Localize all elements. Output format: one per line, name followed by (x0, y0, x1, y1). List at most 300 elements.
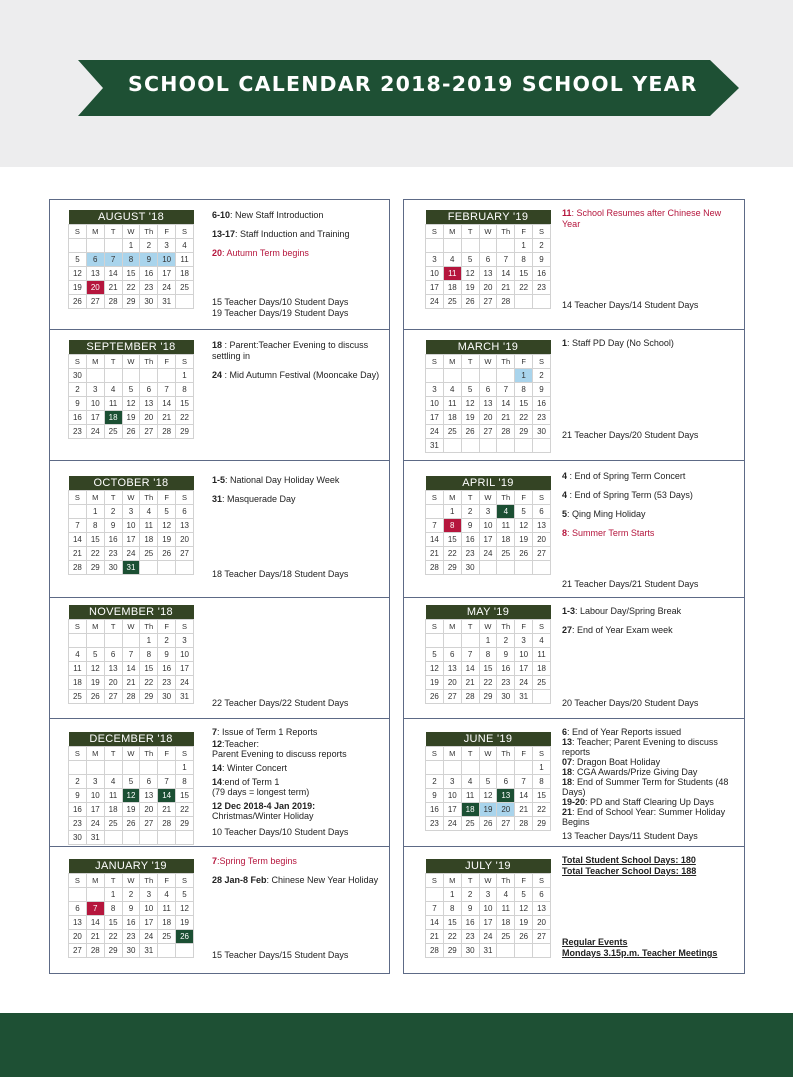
month-notes (562, 727, 742, 827)
calendar-day: 21 (461, 676, 479, 690)
calendar-day: 5 (176, 888, 194, 902)
month-totals (212, 569, 388, 580)
calendar-day: 13 (443, 662, 461, 676)
calendar-day: 9 (426, 789, 444, 803)
calendar-day: 12 (122, 789, 140, 803)
event-text: 5 (562, 509, 568, 519)
month-title: SEPTEMBER '18 (69, 340, 194, 355)
calendar-day: 17 (122, 533, 140, 547)
weekday-label: W (122, 620, 140, 634)
calendar-day: 21 (158, 411, 176, 425)
calendar-day (479, 239, 497, 253)
calendar-day: 14 (104, 267, 122, 281)
calendar-day: 11 (69, 662, 87, 676)
event-text: 20 Teacher Days/20 Student Days (562, 698, 699, 708)
calendar-day: 6 (479, 253, 497, 267)
calendar-day: 7 (426, 902, 444, 916)
event-text (212, 210, 390, 221)
weekday-label: T (461, 491, 479, 505)
calendar-day: 3 (443, 775, 461, 789)
calendar-day (140, 561, 158, 575)
calendar-day: 12 (461, 397, 479, 411)
calendar-day: 21 (426, 930, 444, 944)
calendar-day: 8 (515, 253, 533, 267)
calendar-day (122, 634, 140, 648)
weekday-label: S (69, 747, 87, 761)
month-cell-january (49, 847, 390, 974)
weekday-label: T (104, 747, 122, 761)
calendar-day: 29 (479, 690, 497, 704)
mini-calendar-february (425, 210, 551, 309)
month-totals (562, 831, 738, 842)
calendar-day (122, 369, 140, 383)
month-notes (212, 727, 390, 824)
calendar-day (176, 944, 194, 958)
calendar-day: 1 (122, 239, 140, 253)
weekday-label: Th (497, 874, 515, 888)
calendar-day: 25 (104, 817, 122, 831)
calendar-day: 2 (158, 634, 176, 648)
weekday-label: W (122, 225, 140, 239)
year-summary (562, 855, 742, 880)
month-notes (562, 208, 740, 233)
calendar-day: 25 (497, 930, 515, 944)
calendar-day: 9 (533, 383, 551, 397)
calendar-day (176, 561, 194, 575)
calendar-day: 8 (86, 519, 104, 533)
calendar-day: 3 (515, 634, 533, 648)
event-text (212, 801, 390, 821)
calendar-day: 17 (426, 411, 444, 425)
calendar-day: 10 (426, 267, 444, 281)
calendar-day: 6 (533, 505, 551, 519)
weekday-label: F (158, 355, 176, 369)
calendar-day: 17 (140, 916, 158, 930)
event-text: 7 (212, 727, 218, 737)
event-text: 31 (212, 494, 223, 504)
calendar-day: 31 (426, 439, 444, 453)
calendar-day: 13 (140, 397, 158, 411)
calendar-day: 23 (122, 930, 140, 944)
weekday-label: M (443, 491, 461, 505)
calendar-day: 29 (122, 295, 140, 309)
weekday-label: Th (140, 747, 158, 761)
calendar-day (443, 239, 461, 253)
calendar-day: 30 (69, 831, 87, 845)
event-text: 12 (212, 739, 223, 749)
calendar-day: 8 (533, 775, 551, 789)
calendar-day: 22 (443, 547, 461, 561)
month-totals (212, 950, 388, 961)
calendar-day: 17 (443, 803, 461, 817)
calendar-day: 19 (122, 803, 140, 817)
event-text (562, 490, 740, 501)
month-title: MAY '19 (426, 605, 551, 620)
month-title: APRIL '19 (426, 476, 551, 491)
calendar-day: 26 (479, 817, 497, 831)
month-cell-april (403, 461, 745, 598)
calendar-day: 21 (86, 930, 104, 944)
calendar-day: 11 (461, 789, 479, 803)
event-text: 28 Jan-8 Feb (212, 875, 267, 885)
event-text (562, 471, 740, 482)
event-text: : New Staff Introduction (230, 210, 324, 220)
calendar-day (426, 239, 444, 253)
calendar-day: 18 (176, 267, 194, 281)
calendar-day: 3 (140, 888, 158, 902)
weekday-label: F (515, 355, 533, 369)
calendar-day (69, 239, 87, 253)
calendar-day: 5 (426, 648, 444, 662)
weekday-label: M (443, 874, 461, 888)
calendar-day: 2 (69, 383, 87, 397)
weekday-label: W (122, 491, 140, 505)
event-text (562, 208, 740, 230)
calendar-day (426, 761, 444, 775)
weekday-label: S (533, 491, 551, 505)
calendar-day: 7 (426, 519, 444, 533)
calendar-day (461, 239, 479, 253)
month-cell-november (49, 598, 390, 719)
calendar-day: 25 (69, 690, 87, 704)
calendar-day: 18 (461, 803, 479, 817)
event-text: : End of Summer Term for Students (48 Days) (562, 777, 729, 797)
calendar-day: 17 (86, 411, 104, 425)
weekday-label: Th (140, 225, 158, 239)
mini-calendar-april (425, 476, 551, 575)
calendar-day: 24 (479, 547, 497, 561)
weekday-label: S (69, 874, 87, 888)
calendar-day (515, 295, 533, 309)
calendar-day (140, 369, 158, 383)
calendar-day: 24 (86, 425, 104, 439)
right-column (403, 199, 745, 974)
calendar-day: 12 (69, 267, 87, 281)
event-text: 22 Teacher Days/22 Student Days (212, 698, 349, 708)
calendar-day: 7 (497, 253, 515, 267)
event-text: :end of Term 1 (222, 777, 280, 787)
calendar-day: 29 (515, 425, 533, 439)
calendar-day (533, 690, 551, 704)
month-notes (212, 475, 390, 508)
calendar-day: 9 (158, 648, 176, 662)
month-cell-december (49, 719, 390, 847)
month-title: JANUARY '19 (69, 859, 194, 874)
calendar-day (104, 369, 122, 383)
event-text: : Staff Induction and Training (235, 229, 350, 239)
calendar-day: 16 (461, 916, 479, 930)
calendar-day: 24 (140, 930, 158, 944)
calendar-day: 14 (497, 267, 515, 281)
event-text (562, 338, 740, 349)
weekday-label: S (176, 491, 194, 505)
event-text (212, 340, 390, 362)
calendar-day: 26 (515, 930, 533, 944)
event-text: : End of Spring Term Concert (567, 471, 686, 481)
event-text (212, 856, 390, 867)
month-cell-october (49, 461, 390, 598)
calendar-day: 28 (461, 690, 479, 704)
month-totals (562, 300, 738, 311)
calendar-day (443, 634, 461, 648)
weekday-label: F (515, 747, 533, 761)
calendar-day: 2 (426, 775, 444, 789)
calendar-day: 6 (140, 775, 158, 789)
event-text: 14 (212, 777, 223, 787)
calendar-day (515, 944, 533, 958)
calendar-day: 7 (461, 648, 479, 662)
event-text: 1 (562, 338, 568, 348)
calendar-day: 24 (176, 676, 194, 690)
weekday-label: S (426, 874, 444, 888)
calendar-day: 26 (69, 295, 87, 309)
calendar-day: 31 (176, 690, 194, 704)
weekday-label: T (104, 225, 122, 239)
calendar-day: 28 (104, 295, 122, 309)
weekday-label: T (104, 355, 122, 369)
calendar-day: 31 (515, 690, 533, 704)
calendar-day: 18 (497, 533, 515, 547)
calendar-day: 1 (443, 505, 461, 519)
weekday-label: Th (497, 491, 515, 505)
weekday-label: M (86, 355, 104, 369)
event-text (212, 229, 390, 240)
calendar-day: 3 (479, 505, 497, 519)
event-text: 07 (562, 757, 573, 767)
calendar-day: 1 (86, 505, 104, 519)
calendar-day: 5 (515, 505, 533, 519)
calendar-day (515, 561, 533, 575)
calendar-day (497, 944, 515, 958)
calendar-day: 17 (176, 662, 194, 676)
event-text: 6-10 (212, 210, 231, 220)
calendar-day: 23 (533, 281, 551, 295)
calendar-day: 18 (497, 916, 515, 930)
weekday-label: M (86, 747, 104, 761)
event-text: 4 (562, 490, 568, 500)
calendar-day: 13 (497, 789, 515, 803)
calendar-day: 13 (104, 662, 122, 676)
calendar-day: 16 (426, 803, 444, 817)
calendar-day: 10 (479, 519, 497, 533)
event-text (212, 494, 390, 505)
event-text: : End of Year Exam week (572, 625, 673, 635)
calendar-day: 13 (69, 916, 87, 930)
event-text: 13 Teacher Days/11 Student Days (562, 831, 698, 841)
calendar-day: 20 (140, 803, 158, 817)
calendar-day: 5 (515, 888, 533, 902)
month-totals (212, 827, 388, 838)
calendar-day: 12 (461, 267, 479, 281)
weekday-label: S (69, 225, 87, 239)
calendar-day: 23 (497, 676, 515, 690)
event-text: : Teacher; Parent Evening to discuss reports (562, 737, 718, 757)
calendar-day: 20 (479, 281, 497, 295)
calendar-day (497, 439, 515, 453)
calendar-day: 19 (461, 281, 479, 295)
weekday-label: S (533, 355, 551, 369)
calendar-day: 21 (515, 803, 533, 817)
calendar-day: 9 (69, 789, 87, 803)
calendar-day: 11 (140, 519, 158, 533)
regular-events (562, 937, 744, 959)
calendar-day: 25 (461, 817, 479, 831)
calendar-day: 9 (69, 397, 87, 411)
mini-calendar-march (425, 340, 551, 453)
calendar-day: 5 (461, 383, 479, 397)
event-text: Regular Events (562, 937, 628, 947)
month-totals (562, 579, 738, 590)
calendar-day: 22 (515, 411, 533, 425)
calendar-day: 10 (443, 789, 461, 803)
month-cell-february (403, 199, 745, 330)
event-text: 19 Teacher Days/19 Student Days (212, 308, 349, 318)
calendar-day: 2 (461, 505, 479, 519)
event-text: : Winter Concert (222, 763, 288, 773)
calendar-day: 4 (104, 775, 122, 789)
calendar-day: 12 (158, 519, 176, 533)
calendar-day: 4 (461, 775, 479, 789)
weekday-label: F (158, 491, 176, 505)
calendar-day (479, 561, 497, 575)
calendar-day (122, 831, 140, 845)
calendar-day: 26 (122, 425, 140, 439)
calendar-day: 9 (533, 253, 551, 267)
calendar-day: 6 (140, 383, 158, 397)
calendar-day: 3 (158, 239, 176, 253)
calendar-day: 19 (86, 676, 104, 690)
calendar-day: 2 (122, 888, 140, 902)
calendar-day: 24 (426, 295, 444, 309)
weekday-label: T (104, 491, 122, 505)
calendar-day (176, 831, 194, 845)
weekday-label: S (176, 355, 194, 369)
calendar-day (533, 295, 551, 309)
calendar-day (497, 761, 515, 775)
month-cell-august (49, 199, 390, 330)
weekday-label: Th (140, 874, 158, 888)
weekday-label: W (122, 874, 140, 888)
calendar-day: 9 (104, 519, 122, 533)
weekday-label: W (479, 355, 497, 369)
event-text: 18 (212, 340, 223, 350)
event-text (562, 625, 740, 636)
weekday-label: S (426, 491, 444, 505)
month-notes (212, 210, 390, 262)
calendar-day (426, 634, 444, 648)
calendar-day: 12 (515, 902, 533, 916)
calendar-day: 28 (122, 690, 140, 704)
weekday-label: W (479, 491, 497, 505)
calendar-day: 5 (158, 505, 176, 519)
calendar-day: 18 (443, 411, 461, 425)
calendar-day: 23 (426, 817, 444, 831)
calendar-day: 14 (122, 662, 140, 676)
event-text: 20 (212, 248, 223, 258)
calendar-day: 25 (497, 547, 515, 561)
mini-calendar-october (68, 476, 194, 575)
calendar-day (479, 761, 497, 775)
calendar-day: 10 (176, 648, 194, 662)
calendar-day: 8 (104, 902, 122, 916)
weekday-label: Th (497, 747, 515, 761)
event-text: 13-17 (212, 229, 236, 239)
calendar-day: 21 (69, 547, 87, 561)
calendar-day: 16 (104, 533, 122, 547)
calendar-day: 25 (176, 281, 194, 295)
calendar-day: 6 (86, 253, 104, 267)
event-text: : Staff PD Day (No School) (567, 338, 674, 348)
weekday-label: M (443, 225, 461, 239)
calendar-day: 22 (140, 676, 158, 690)
mini-calendar-august (68, 210, 194, 309)
calendar-day: 15 (515, 267, 533, 281)
calendar-day: 14 (426, 916, 444, 930)
calendar-day: 24 (122, 547, 140, 561)
calendar-day: 15 (86, 533, 104, 547)
weekday-label: S (426, 355, 444, 369)
calendar-day: 8 (176, 383, 194, 397)
calendar-day: 8 (443, 902, 461, 916)
event-text (562, 807, 742, 827)
calendar-day: 15 (443, 533, 461, 547)
calendar-day: 16 (497, 662, 515, 676)
calendar-day: 21 (497, 411, 515, 425)
calendar-day: 18 (140, 533, 158, 547)
mini-calendar-may (425, 605, 551, 704)
calendar-day (461, 761, 479, 775)
calendar-day: 24 (515, 676, 533, 690)
calendar-day (158, 369, 176, 383)
calendar-day: 28 (426, 561, 444, 575)
calendar-day: 14 (426, 533, 444, 547)
calendar-day: 9 (497, 648, 515, 662)
weekday-label: F (158, 874, 176, 888)
event-text: 8 (562, 528, 568, 538)
calendar-day: 13 (479, 267, 497, 281)
event-text: : Dragon Boat Holiday (572, 757, 661, 767)
calendar-day: 15 (104, 916, 122, 930)
calendar-day: 20 (443, 676, 461, 690)
calendar-day: 15 (176, 789, 194, 803)
calendar-day: 12 (426, 662, 444, 676)
calendar-day: 11 (158, 902, 176, 916)
calendar-day (158, 761, 176, 775)
calendar-day: 20 (176, 533, 194, 547)
weekday-label: S (533, 620, 551, 634)
calendar-day: 22 (479, 676, 497, 690)
event-text: :Spring Term begins (217, 856, 297, 866)
event-text: 15 Teacher Days/10 Student Days (212, 297, 349, 307)
event-text: Mondays 3.15p.m. Teacher Meetings (562, 948, 718, 958)
calendar-day: 27 (104, 690, 122, 704)
calendar-day: 26 (461, 425, 479, 439)
calendar-day: 3 (176, 634, 194, 648)
weekday-label: F (515, 491, 533, 505)
month-cell-march (403, 330, 745, 461)
event-text: : Summer Term Starts (567, 528, 655, 538)
calendar-day (461, 634, 479, 648)
calendar-day: 17 (426, 281, 444, 295)
calendar-day: 17 (479, 533, 497, 547)
month-cell-september (49, 330, 390, 461)
mini-calendar-june (425, 732, 551, 831)
calendar-day (515, 439, 533, 453)
weekday-label: Th (497, 620, 515, 634)
event-text: : Qing Ming Holiday (567, 509, 646, 519)
calendar-day: 5 (69, 253, 87, 267)
calendar-day: 20 (86, 281, 104, 295)
